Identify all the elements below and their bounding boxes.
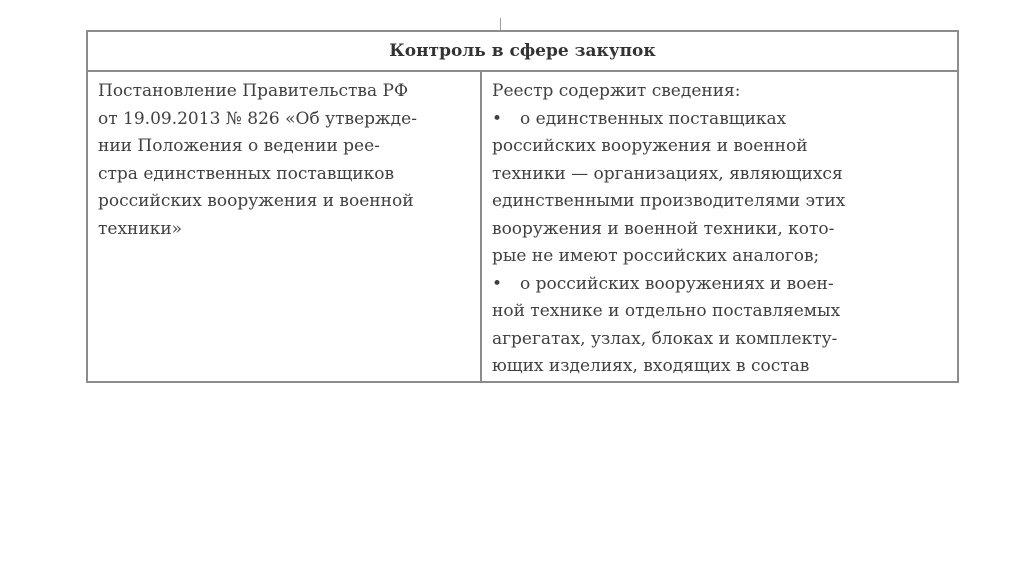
right-line: вооружения и военной техники, кото- (492, 218, 835, 239)
right-line-text: о российских вооружениях и воен- (520, 273, 834, 294)
right-line: агрегатах, узлах, блоках и комплекту- (492, 328, 838, 349)
right-line: рые не имеют российских аналогов; (492, 246, 820, 266)
left-line: Постановление Правительства РФ (98, 81, 409, 101)
table-header: Контроль в сфере закупок (87, 31, 958, 71)
left-line: техники» (98, 218, 183, 239)
left-line: российских вооружения и военной (98, 191, 414, 211)
right-line: техники — организациях, являющихся (492, 163, 843, 184)
bullet-icon: • (492, 108, 503, 129)
right-line: ющих изделиях, входящих в состав (492, 356, 810, 376)
right-line: ной технике и отдельно поставляемых (492, 301, 841, 321)
right-line: российских вооружения и военной (492, 136, 808, 156)
left-line: стра единственных поставщиков (98, 163, 395, 184)
table-header-row (87, 31, 958, 71)
right-cell (481, 71, 958, 382)
right-line-text: о единственных поставщиках (520, 108, 787, 129)
right-line (492, 271, 947, 299)
divider-tick (500, 18, 501, 30)
table-row (87, 71, 958, 382)
right-intro: Реестр содержит сведения: (492, 81, 741, 101)
bullet-icon: • (492, 273, 503, 294)
left-line: от 19.09.2013 № 826 «Об утвержде- (98, 108, 417, 129)
left-line: нии Положения о ведении рее- (98, 136, 380, 156)
procurement-control-table (86, 30, 959, 383)
left-cell (87, 71, 481, 382)
right-line (492, 106, 947, 134)
right-line: единственными производителями этих (492, 191, 846, 211)
